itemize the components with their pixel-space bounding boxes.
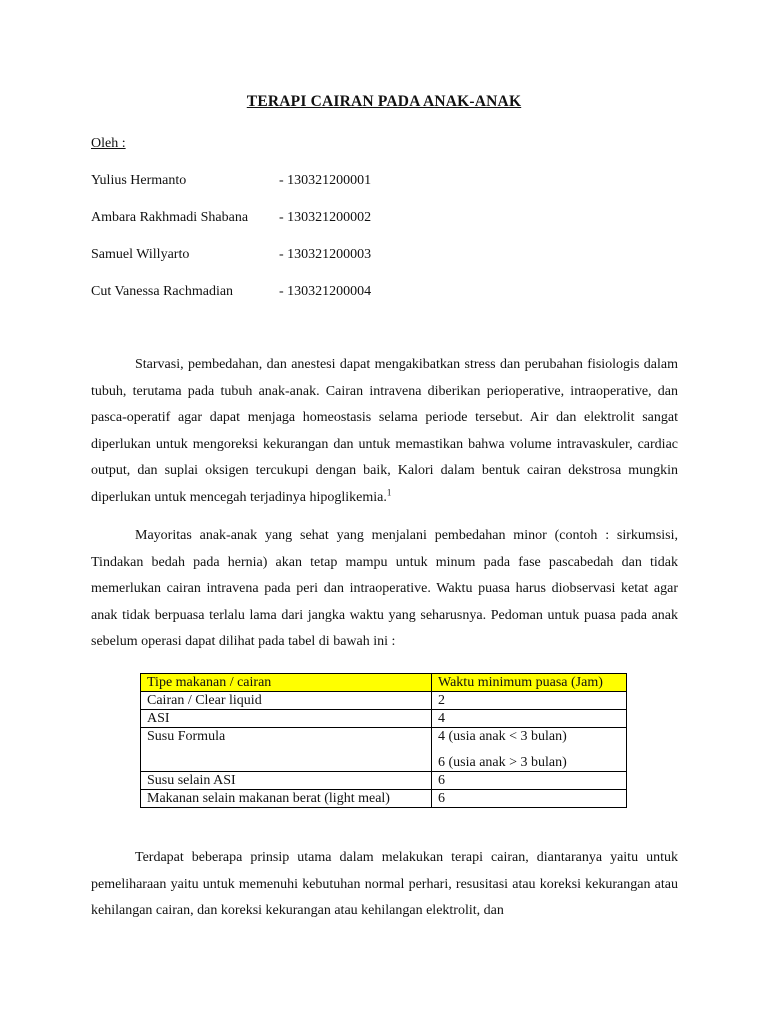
table-cell: Susu Formula bbox=[141, 728, 432, 772]
author-row bbox=[91, 210, 691, 230]
document-title: TERAPI CAIRAN PADA ANAK-ANAK bbox=[246, 93, 522, 110]
table-row bbox=[141, 692, 627, 710]
table-header-row bbox=[141, 674, 627, 692]
author-row bbox=[91, 247, 691, 267]
author-label: Oleh : bbox=[91, 136, 126, 151]
fasting-table bbox=[140, 673, 627, 808]
table-row bbox=[141, 728, 627, 772]
author-id: - 130321200003 bbox=[279, 247, 372, 262]
table-cell-line: 4 (usia anak < 3 bulan) bbox=[438, 729, 567, 744]
author-name: Samuel Willyarto bbox=[91, 247, 190, 262]
table-row bbox=[141, 790, 627, 808]
table-header-cell: Waktu minimum puasa (Jam) bbox=[432, 674, 627, 692]
paragraph-text: Starvasi, pembedahan, dan anestesi dapat mengakibatkan stress dan perubahan fisiologis dalam tubuh, terutama pada tubuh anak-anak. Cairan intravena diberikan perioperative, intraoperative, dan pasca-operatif agar dapat menjaga homeostasis selama periode tersebut. Air dan elektrolit sangat diperlukan untuk mengoreksi kekurangan dan untuk memastikan bahwa volume intravaskuler, cardiac output, dan suplai oksigen tercukupi dengan baik, Kalori dalam bentuk cairan dekstrosa mungkin diperlukan untuk mencegah terjadinya hipoglikemia. bbox=[91, 357, 678, 505]
author-name: Ambara Rakhmadi Shabana bbox=[91, 210, 249, 225]
author-row bbox=[91, 284, 691, 304]
table-header-cell: Tipe makanan / cairan bbox=[141, 674, 432, 692]
table-cell bbox=[432, 728, 627, 772]
table-cell: Makanan selain makanan berat (light meal) bbox=[141, 790, 432, 808]
table-cell: 6 bbox=[432, 790, 627, 808]
paragraph-2: Mayoritas anak-anak yang sehat yang menjalani pembedahan minor (contoh : sirkumsisi, Tindakan bedah pada hernia) akan tetap mampu untuk minum pada fase pascabedah dan tidak memerlukan cairan intravena pada peri dan intraoperative. Waktu puasa harus diobservasi ketat agar anak tidak berpuasa terlalu lama dari jangka waktu yang seharusnya. Pedoman untuk puasa pada anak sebelum operasi dapat dilihat pada tabel di bawah ini : bbox=[91, 528, 678, 650]
table-row bbox=[141, 710, 627, 728]
author-id: - 130321200004 bbox=[279, 284, 372, 299]
table-cell: Susu selain ASI bbox=[141, 772, 432, 790]
author-name: Cut Vanessa Rachmadian bbox=[91, 284, 234, 299]
table-cell: Cairan / Clear liquid bbox=[141, 692, 432, 710]
table-cell: ASI bbox=[141, 710, 432, 728]
paragraph-3: Terdapat beberapa prinsip utama dalam melakukan terapi cairan, diantaranya yaitu untuk pemeliharaan yaitu untuk memenuhi kebutuhan normal perhari, resusitasi atau koreksi kekurangan atau kehilangan cairan, dan koreksi kekurangan atau kehilangan elektrolit, dan bbox=[91, 850, 678, 919]
table-row bbox=[141, 772, 627, 790]
table-cell: 2 bbox=[432, 692, 627, 710]
paragraph-1 bbox=[91, 352, 678, 512]
footnote-marker: 1 bbox=[386, 487, 392, 498]
author-name: Yulius Hermanto bbox=[91, 173, 187, 188]
table-cell-line: 6 (usia anak > 3 bulan) bbox=[438, 755, 567, 770]
author-id: - 130321200001 bbox=[279, 173, 372, 188]
author-row bbox=[91, 173, 691, 193]
author-id: - 130321200002 bbox=[279, 210, 372, 225]
table-cell: 6 bbox=[432, 772, 627, 790]
table-cell: 4 bbox=[432, 710, 627, 728]
